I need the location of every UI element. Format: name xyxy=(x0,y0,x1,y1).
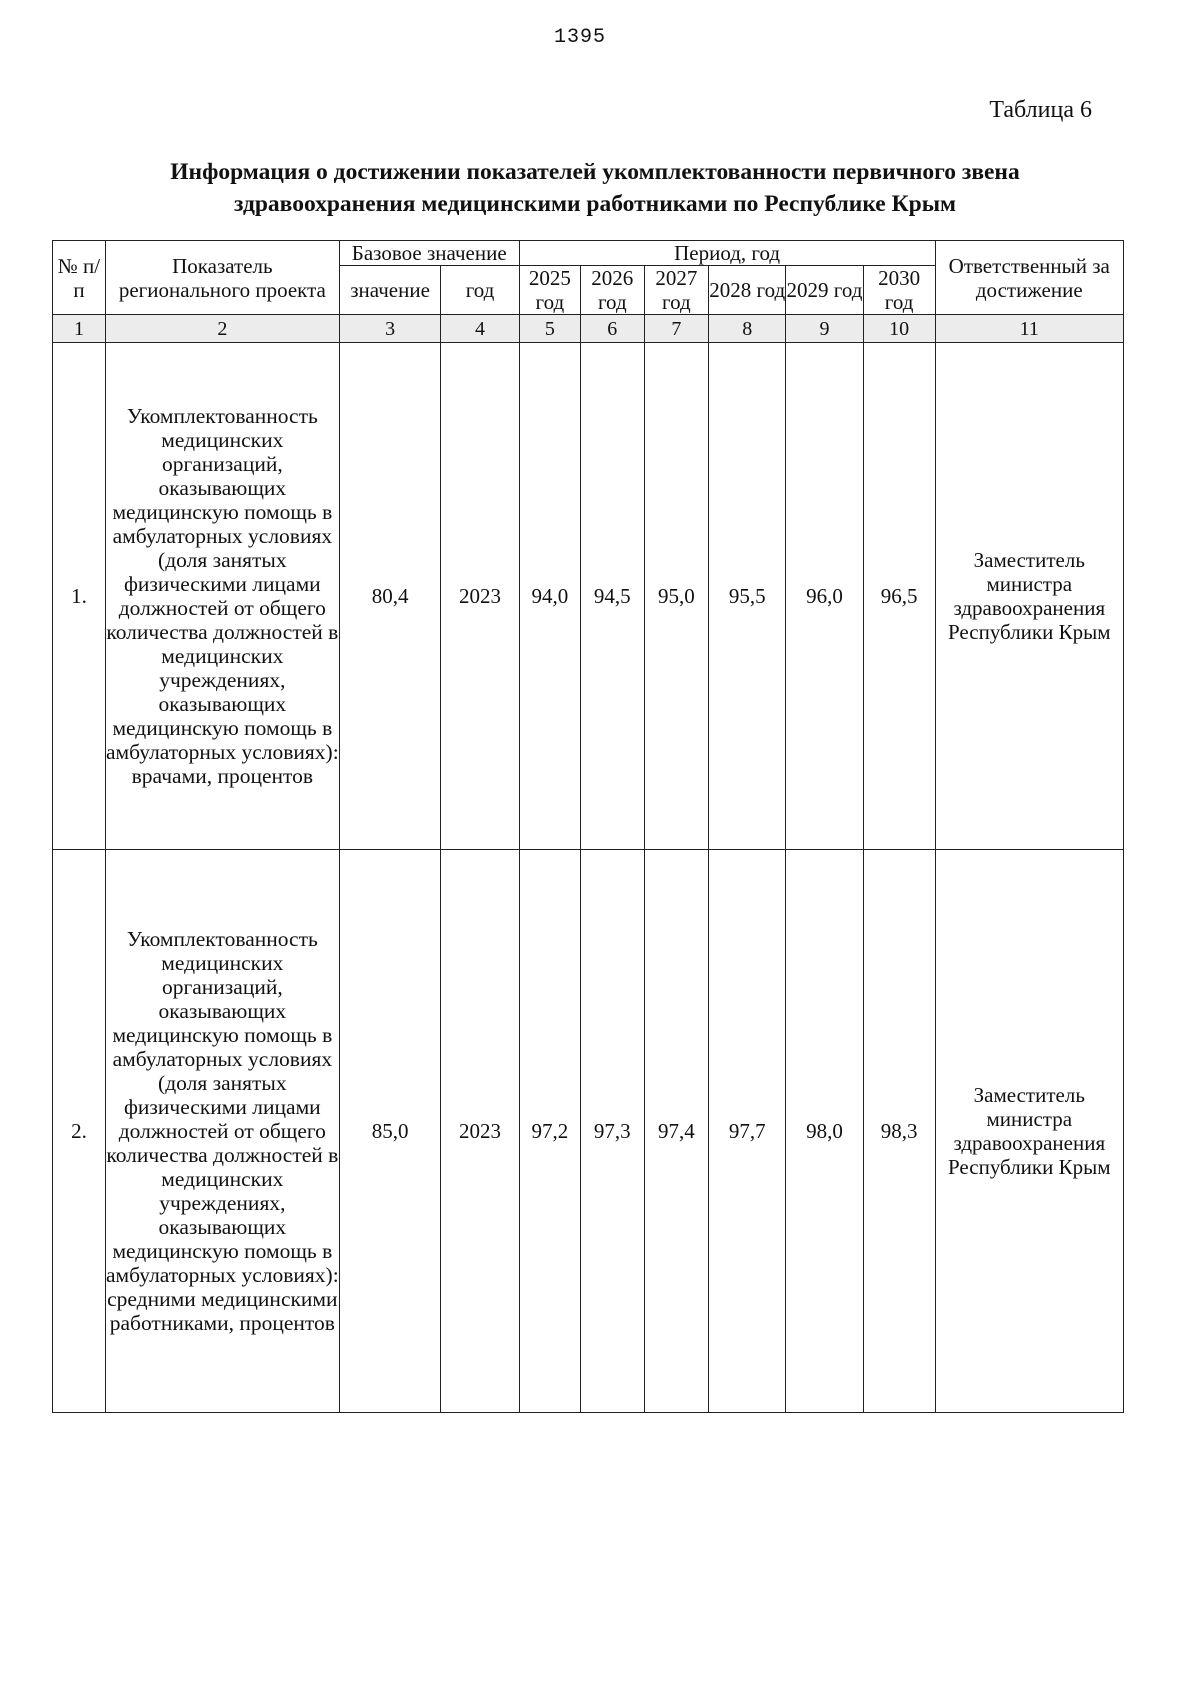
table-label: Таблица 6 xyxy=(989,97,1092,123)
header-base-value: значение xyxy=(339,266,441,315)
value-2028: 97,7 xyxy=(709,850,786,1413)
base-value: 80,4 xyxy=(339,343,441,850)
value-2027: 95,0 xyxy=(644,343,709,850)
page-number: 1395 xyxy=(553,26,606,49)
value-2030: 98,3 xyxy=(863,850,935,1413)
base-value: 85,0 xyxy=(339,850,441,1413)
header-row-1 xyxy=(53,241,1124,266)
value-2027: 97,4 xyxy=(644,850,709,1413)
header-year-2028: 2028 год xyxy=(709,266,786,315)
column-number: 2 xyxy=(105,315,339,343)
table-row xyxy=(53,850,1124,1413)
indicators-table xyxy=(52,240,1124,1413)
value-2029: 96,0 xyxy=(786,343,863,850)
column-number: 5 xyxy=(519,315,580,343)
base-year: 2023 xyxy=(441,850,519,1413)
row-number: 1. xyxy=(53,343,106,850)
column-number: 8 xyxy=(709,315,786,343)
value-2025: 97,2 xyxy=(519,850,580,1413)
header-base-year: год xyxy=(441,266,519,315)
table-row xyxy=(53,343,1124,850)
indicator-text: Укомплектованность медицинских организаций, оказывающих медицинскую помощь в амбулаторных условиях (доля занятых физическими лицами должностей от общего количества должностей в медицинских учреждениях, оказывающих медицинскую помощь в амбулаторных условиях): врачами, процентов xyxy=(105,343,339,850)
column-number: 1 xyxy=(53,315,106,343)
value-2025: 94,0 xyxy=(519,343,580,850)
value-2026: 97,3 xyxy=(581,850,644,1413)
column-number: 6 xyxy=(581,315,644,343)
title-line-1: Информация о достижении показателей укомплектованности первичного звена xyxy=(170,159,1020,185)
header-year-2025: 2025 год xyxy=(519,266,580,315)
row-number: 2. xyxy=(53,850,106,1413)
header-year-2030: 2030 год xyxy=(863,266,935,315)
base-year: 2023 xyxy=(441,343,519,850)
value-2028: 95,5 xyxy=(709,343,786,850)
column-number: 3 xyxy=(339,315,441,343)
header-year-2026: 2026 год xyxy=(581,266,644,315)
value-2030: 96,5 xyxy=(863,343,935,850)
column-number-row xyxy=(53,315,1124,343)
responsible-person: Заместитель министра здравоохранения Республики Крым xyxy=(935,343,1123,850)
header-base: Базовое значение xyxy=(339,241,519,266)
header-num: № п/п xyxy=(53,241,106,315)
header-period: Период, год xyxy=(519,241,935,266)
column-number: 4 xyxy=(441,315,519,343)
value-2029: 98,0 xyxy=(786,850,863,1413)
header-indicator: Показатель регионального проекта xyxy=(105,241,339,315)
value-2026: 94,5 xyxy=(581,343,644,850)
responsible-person: Заместитель министра здравоохранения Республики Крым xyxy=(935,850,1123,1413)
header-year-2029: 2029 год xyxy=(786,266,863,315)
header-year-2027: 2027 год xyxy=(644,266,709,315)
column-number: 9 xyxy=(786,315,863,343)
header-responsible: Ответственный за достижение xyxy=(935,241,1123,315)
column-number: 11 xyxy=(935,315,1123,343)
column-number: 10 xyxy=(863,315,935,343)
indicator-text: Укомплектованность медицинских организаций, оказывающих медицинскую помощь в амбулаторных условиях (доля занятых физическими лицами должностей от общего количества должностей в медицинских учреждениях, оказывающих медицинскую помощь в амбулаторных условиях): средними медицинскими работниками, процентов xyxy=(105,850,339,1413)
document-title xyxy=(60,156,1130,220)
column-number: 7 xyxy=(644,315,709,343)
title-line-2: здравоохранения медицинскими работниками по Республике Крым xyxy=(233,191,957,217)
